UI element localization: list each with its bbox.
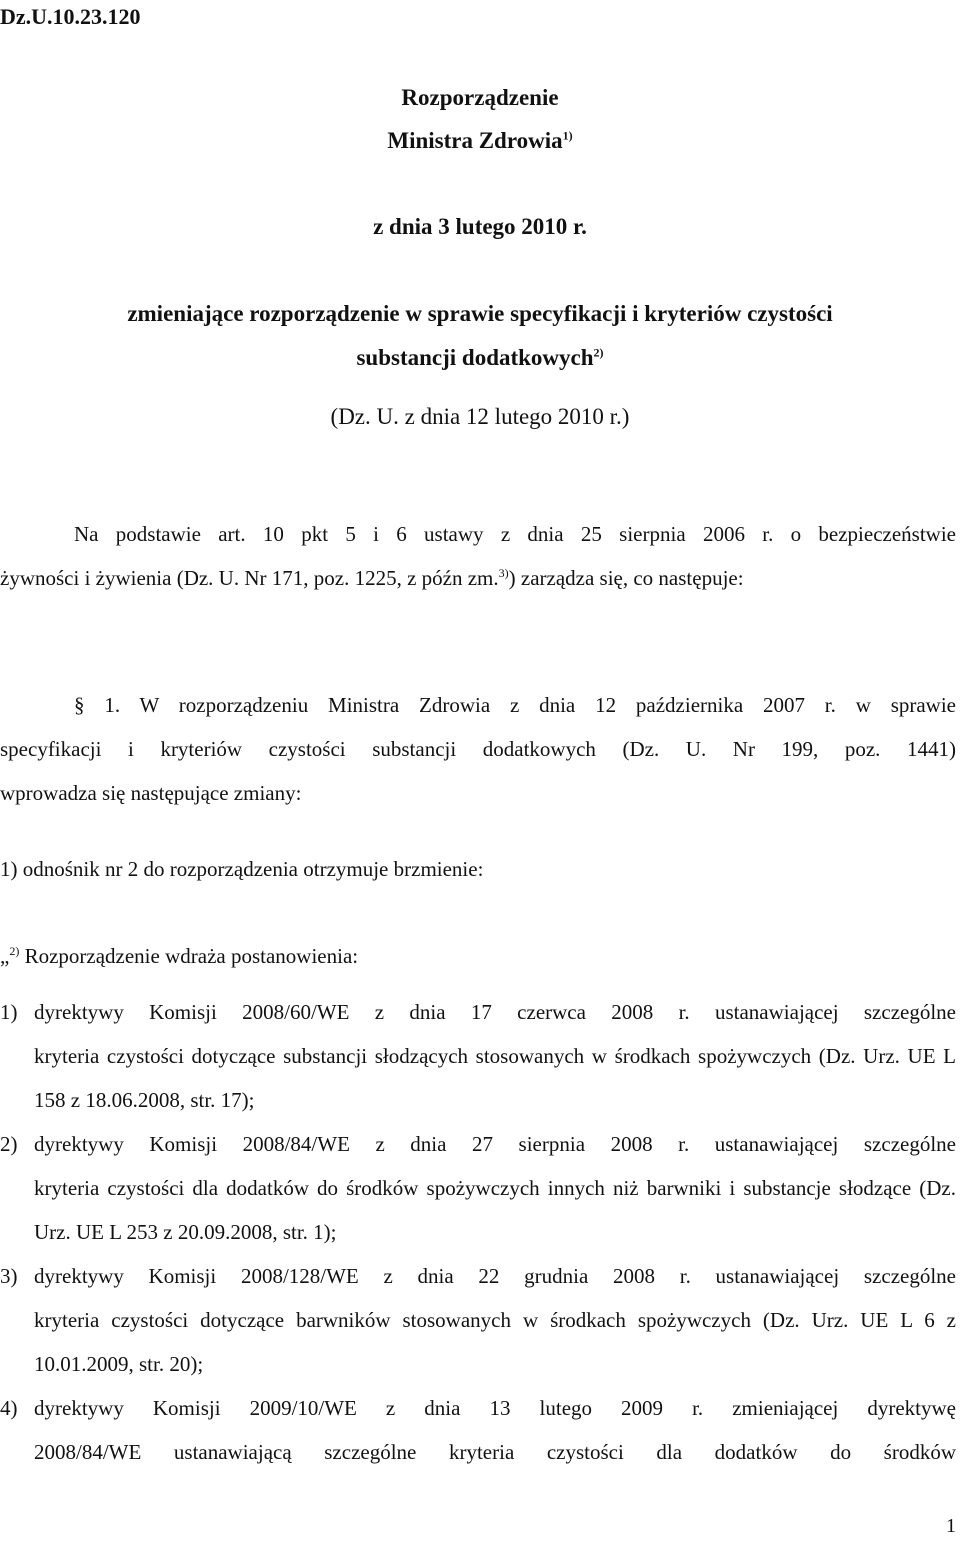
footnote-ref-1: 1) <box>562 128 573 143</box>
regulation-title: Rozporządzenie <box>401 85 559 110</box>
legal-basis-paragraph <box>0 512 956 600</box>
directives-list <box>0 990 956 1474</box>
list-item-line1: dyrektywy Komisji 2008/128/WE z dnia 22 grudnia 2008 r. ustanawiającej szczególne <box>34 1264 956 1288</box>
list-item-number: 4) <box>0 1396 18 1420</box>
list-item-number: 3) <box>0 1264 18 1288</box>
list-item-line1: dyrektywy Komisji 2008/60/WE z dnia 17 czerwca 2008 r. ustanawiającej szczególne <box>34 1000 956 1024</box>
regulation-issuer <box>0 128 960 154</box>
list-item-line1: dyrektywy Komisji 2009/10/WE z dnia 13 lutego 2009 r. zmieniającej dyrektywę <box>34 1396 956 1420</box>
list-item-number: 2) <box>0 1132 18 1156</box>
footnote-ref-2: 2) <box>593 345 604 360</box>
publication-reference: (Dz. U. z dnia 12 lutego 2010 r.) <box>330 404 630 429</box>
footnote-ref-quoted: 2) <box>9 944 20 958</box>
legal-basis-line1: Na podstawie art. 10 pkt 5 i 6 ustawy z dnia 25 sierpnia 2006 r. o bezpieczeństwie <box>74 522 956 546</box>
subject-text: substancji dodatkowych <box>356 345 594 370</box>
list-item-rest: kryteria czystości dotyczące barwników stosowanych w środkach spożywczych (Dz. Urz. UE L 6 z 10.01.2009, str. 20); <box>34 1308 956 1376</box>
list-item-rest: 2008/84/WE ustanawiającą szczególne kryteria czystości dla dodatków do środków <box>34 1440 956 1464</box>
document-code: Dz.U.10.23.120 <box>0 4 141 29</box>
list-item <box>0 990 956 1122</box>
list-item-number: 1) <box>0 1000 18 1024</box>
list-item <box>0 1122 956 1254</box>
opening-quote: „ <box>0 944 10 968</box>
list-item-line1: dyrektywy Komisji 2008/84/WE z dnia 27 sierpnia 2008 r. ustanawiającej szczególne <box>34 1132 956 1156</box>
quote-intro-text: Rozporządzenie wdraża postanowienia: <box>19 944 359 968</box>
list-item <box>0 1254 956 1386</box>
regulation-date: z dnia 3 lutego 2010 r. <box>373 214 587 239</box>
list-item-rest: kryteria czystości dotyczące substancji słodzących stosowanych w środkach spożywczych (Dz. Urz. UE L 158 z 18.06.2008, str. 17); <box>34 1044 956 1112</box>
list-item <box>0 1386 956 1474</box>
regulation-subject-line2 <box>0 345 960 371</box>
amendment-item-1: 1) odnośnik nr 2 do rozporządzenia otrzymuje brzmienie: <box>0 857 484 881</box>
section-1-line2: specyfikacji i kryteriów czystości substancji dodatkowych (Dz. U. Nr 199, poz. 1441) <box>0 737 956 761</box>
page-number: 1 <box>946 1515 956 1537</box>
regulation-subject-line1: zmieniające rozporządzenie w sprawie specyfikacji i kryteriów czystości <box>127 301 833 326</box>
list-item-rest: kryteria czystości dla dodatków do środków spożywczych innych niż barwniki i substancje słodzące (Dz. Urz. UE L 253 z 20.09.2008, str. 1); <box>34 1176 956 1244</box>
footnote-ref-3: 3) <box>498 566 509 580</box>
legal-basis-line2a: żywności i żywienia (Dz. U. Nr 171, poz. 1225, z późn zm. <box>0 566 499 590</box>
issuer-text: Ministra Zdrowia <box>387 128 563 153</box>
section-1-line3: wprowadza się następujące zmiany: <box>0 781 302 805</box>
footnote-quote-intro <box>0 944 358 969</box>
legal-basis-line2b: ) zarządza się, co następuje: <box>508 566 744 590</box>
section-1-line1: § 1. W rozporządzeniu Ministra Zdrowia z dnia 12 października 2007 r. w sprawie <box>74 693 956 717</box>
section-1-paragraph <box>0 683 956 815</box>
